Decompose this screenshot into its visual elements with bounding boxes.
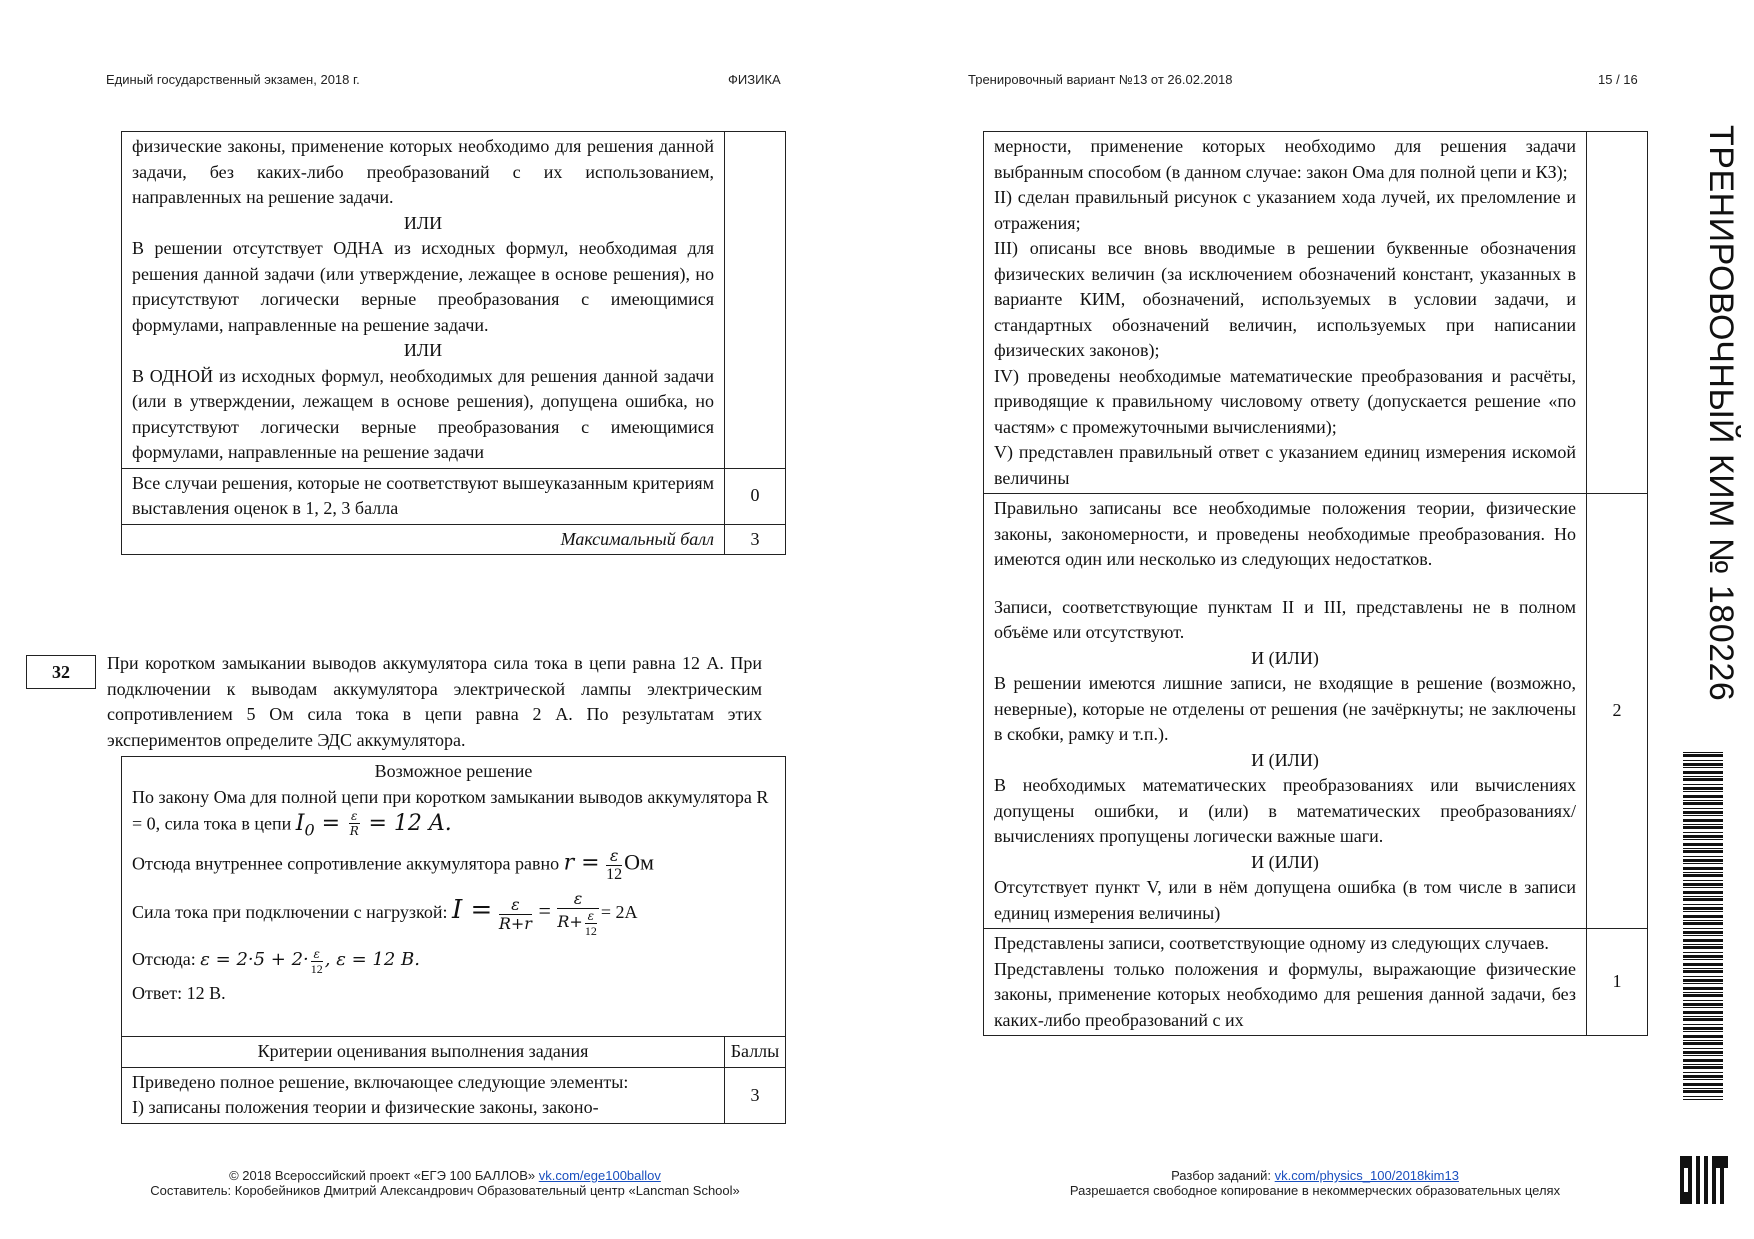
criteria-row-2 [984, 494, 1648, 929]
header-subject: ФИЗИКА [728, 72, 781, 87]
solution-line-2: Отсюда внутреннее сопротивление аккумулятора равно r = $\frac{\varepsilon}{12}$ Ом [132, 846, 654, 884]
footer-left: © 2018 Всероссийский проект «ЕГЭ 100 БАЛЛОВ» vk.com/ege100ballov Составитель: Коробейников Дмитрий Александрович Образовательный центр «Lancman School» [60, 1168, 830, 1198]
criteria-text: Все случаи решения, которые не соответствуют вышеуказанным критериям выставления оценок в 1, 2, 3 балла [122, 468, 725, 524]
criteria-text: Записи, соответствующие пунктам II и III, представлены не в полном объёме или отсутствуют. [994, 596, 1576, 642]
criteria-text: II) сделан правильный рисунок с указанием хода лучей, их преломление и отражения; [994, 187, 1576, 233]
footer-author: Составитель: Коробейников Дмитрий Александрович Образовательный центр «Lancman School» [150, 1183, 740, 1198]
ege100-link[interactable]: vk.com/ege100ballov [538, 1168, 661, 1183]
analysis-link[interactable]: vk.com/physics_100/2018kim13 [1274, 1168, 1459, 1183]
criteria-header-label: Критерии оценивания выполнения задания [122, 1037, 725, 1068]
criteria-text: Приведено полное решение, включающее следующие элементы: [132, 1071, 629, 1092]
score-cell: 3 [725, 1067, 786, 1123]
solution-table [121, 756, 786, 1124]
criteria-text: мерности, применение которых необходимо для решения задачи выбранным способом (в данном случае: закон Ома для полной цепи и КЗ); [994, 136, 1576, 182]
score-cell: 0 [725, 468, 786, 524]
criteria-text: В необходимых математических преобразованиях или вычислениях допущены ошибки, и (или) в математических преобразованиях/ вычислениях пропущены логически важные шаги. [994, 775, 1576, 846]
criteria-text: III) описаны все вновь вводимые в решении буквенные обозначения физических величин (за исключением обозначений констант, указанных в варианте КИМ, обозначений, используемых в условии задачи, и стандартных обозначений величин, используемых при написании физических законов); [994, 238, 1576, 360]
criteria-table-right [983, 131, 1648, 1036]
criteria-row-3-cont [984, 132, 1648, 494]
criteria-text: V) представлен правильный ответ с указанием единиц измерения искомой величины [994, 442, 1576, 488]
criteria-table-left [121, 131, 786, 555]
criteria-text: I) записаны положения теории и физические законы, законо- [132, 1097, 599, 1118]
task-number-box: 32 [26, 655, 96, 689]
criteria-row-1 [122, 132, 786, 469]
footer-license: Разрешается свободное копирование в некоммерческих образовательных целях [1069, 1183, 1561, 1198]
side-title [1680, 125, 1740, 725]
criteria-header-score: Баллы [725, 1037, 786, 1068]
or-separator: ИЛИ [403, 340, 443, 360]
or-separator: И (ИЛИ) [1251, 647, 1319, 668]
task-statement: При коротком замыкании выводов аккумулятора сила тока в цепи равна 12 А. При подключении к выводам аккумулятора электрической лампы электрическим сопротивлением 5 Ом сила тока в цепи равна 2 А. По результатам этих экспериментов определите ЭДС аккумулятора. [107, 653, 762, 750]
header-variant: Тренировочный вариант №13 от 26.02.2018 [968, 72, 1233, 87]
score-cell: 2 [1587, 494, 1648, 929]
solution-line-4: Отсюда: ε = 2·5 + 2· $\frac{\varepsilon}{12}$ , ε = 12 В. [132, 946, 420, 976]
solution-line-1: По закону Ома для полной цепи при коротком замыкании выводов аккумулятора R = 0, сила тока в цепи $I_0$ = $\frac{\varepsilon}{R}$ = 12 A. [132, 786, 769, 839]
criteria-text: В ОДНОЙ из исходных формул, необходимых для решения данной задачи (или в утверждении, лежащем в основе решения), допущена ошибка, но присутствуют логически верные преобразования с имеющимися формулами, направленные на решение задачи [132, 365, 714, 462]
qr-code-icon [1680, 1156, 1728, 1204]
criteria-row-0 [122, 468, 786, 524]
or-separator: ИЛИ [403, 212, 443, 233]
solution-title: Возможное решение [374, 761, 533, 781]
solution-row [122, 757, 786, 1037]
solution-line-3: Сила тока при подключении с нагрузкой: I = $\frac{\varepsilon}{R+r}$ = ε R+ $\frac{\varepsilon}{12}$ = 2А [132, 889, 638, 939]
max-score-value: 3 [725, 524, 786, 555]
criteria-text: Отсутствует пункт V, или в нём допущена ошибка (в том числе в записи единиц измерения величины) [994, 877, 1576, 923]
header-exam-title: Единый государственный экзамен, 2018 г. [106, 72, 360, 87]
or-separator: И (ИЛИ) [1251, 851, 1319, 872]
solution-answer: Ответ: 12 В. [132, 982, 226, 1003]
score-cell [1587, 132, 1648, 494]
barcode-icon [1683, 752, 1723, 1100]
page-number: 15 / 16 [1598, 72, 1638, 87]
side-title-text: ТРЕНИРОВОЧНЫЙ КИМ № 180226 [1702, 125, 1740, 702]
score-cell [725, 132, 786, 469]
max-score-row [122, 524, 786, 555]
criteria-row-3 [122, 1067, 786, 1123]
criteria-text: IV) проведены необходимые математические преобразования и расчёты, приводящие к правильному числовому ответу (допускается решение «по частям» с промежуточными вычислениями); [994, 365, 1576, 437]
criteria-text: В решении отсутствует ОДНА из исходных формул, необходимая для решения данной задачи (или утверждение, лежащее в основе решения), но присутствуют логически верные преобразования с имеющимися формулами, направленные на решение задачи. [132, 238, 714, 335]
criteria-text: В решении имеются лишние записи, не входящие в решение (возможно, неверные), которые не отделены от решения (не зачёркнуты; не заключены в скобки, рамку и т.п.). [994, 673, 1576, 744]
criteria-text: Представлены записи, соответствующие одному из следующих случаев. [994, 933, 1549, 953]
criteria-row-1 [984, 929, 1648, 1036]
footer-right: Разбор заданий: vk.com/physics_100/2018kim13 Разрешается свободное копирование в некоммерческих образовательных целях [955, 1168, 1675, 1198]
criteria-text: физические законы, применение которых необходимо для решения данной задачи, без каких-либо преобразований с их использованием, направленных на решение задачи. [132, 136, 714, 207]
criteria-text: Правильно записаны все необходимые положения теории, физические законы, закономерности, и проведены необходимые преобразования. Но имеются один или несколько из следующих недостатков. [994, 498, 1576, 569]
formula-I0: $I_0$ = $\frac{\varepsilon}{R}$ = 12 A. [295, 809, 452, 839]
criteria-header-row [122, 1037, 786, 1068]
criteria-text: Представлены только положения и формулы, выражающие физические законы, применение которых необходимо для решения данной задачи, без каких-либо преобразований с их [994, 958, 1576, 1030]
or-separator: И (ИЛИ) [1251, 749, 1319, 770]
score-cell: 1 [1587, 929, 1648, 1036]
max-score-label: Максимальный балл [122, 524, 725, 555]
